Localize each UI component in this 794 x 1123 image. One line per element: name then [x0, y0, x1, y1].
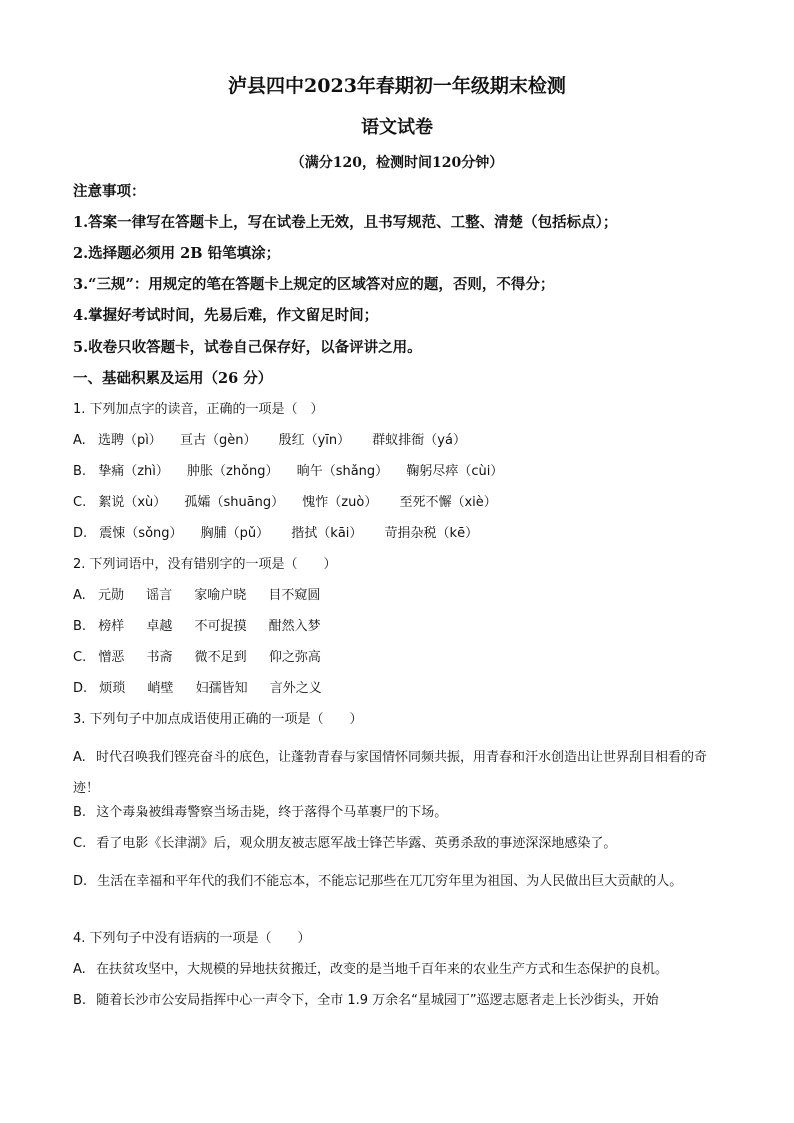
option-word: 选聘（pì）	[97, 433, 162, 448]
question-stem: 3. 下列句子中加点成语使用正确的一项是（ ）	[73, 712, 363, 727]
option-word: 震悚（sǒng）	[99, 526, 183, 541]
option-letter: C.	[73, 495, 87, 510]
option-text: 随着长沙市公安局指挥中心一声令下，全市 1.9 万余名“星城园丁”巡逻志愿者走上长沙街头，开始	[96, 993, 659, 1008]
question-stem: 1. 下列加点字的读音，正确的一项是（ ）	[73, 402, 324, 417]
option-row	[73, 494, 497, 512]
option-word: 至死不懈（xiè）	[399, 495, 497, 510]
option-row	[73, 587, 320, 605]
option-word: 妇孺皆知	[195, 681, 248, 696]
option-letter: A.	[73, 588, 86, 603]
notice-item: 5.收卷只收答题卡，试卷自己保存好，以备评讲之用。	[73, 339, 422, 356]
notice-item: 3.“三规”：用规定的笔在答题卡上规定的区域答对应的题，否则，不得分；	[73, 276, 555, 293]
option-word: 群蚁排衙（yá）	[372, 433, 466, 448]
option-row	[73, 649, 321, 667]
option-word: 酣然入梦	[268, 619, 321, 634]
exam-meta: （满分120，检测时间120分钟）	[290, 155, 504, 171]
option-word: 殷红（yīn）	[278, 433, 351, 448]
option-word: 书斋	[146, 650, 173, 665]
question-stem: 4. 下列句子中没有语病的一项是（ ）	[73, 931, 311, 946]
option-row	[73, 525, 478, 543]
notice-item: 4.掌握好考试时间，先易后难，作文留足时间；	[73, 307, 379, 324]
option-row	[73, 463, 503, 481]
option-word: 揩拭（kāi）	[291, 526, 363, 541]
notice-heading: 注意事项：	[73, 183, 146, 200]
option-word: 家喻户晓	[194, 588, 247, 603]
option-letter: B.	[73, 619, 87, 634]
option-word: 目不窥圆	[268, 588, 321, 603]
option-letter: A.	[73, 750, 86, 765]
option-letter: D.	[73, 526, 88, 541]
option-word: 峭壁	[147, 681, 174, 696]
option-word: 不可捉摸	[194, 619, 247, 634]
option-word: 元勋	[97, 588, 124, 603]
option-text: 时代召唤我们铿亮奋斗的底色，让蓬勃青春与家国情怀同频共振，用青春和汗水创造出让世界刮目相看的奇迹！	[73, 750, 707, 796]
option-row	[73, 432, 466, 450]
option-row	[73, 835, 616, 853]
option-word: 憎恶	[98, 650, 125, 665]
option-word: 烦琐	[99, 681, 126, 696]
option-word: 絮说（xù）	[98, 495, 167, 510]
option-letter: B.	[73, 464, 87, 479]
option-word: 苛捐杂税（kē）	[384, 526, 479, 541]
option-letter: B.	[73, 993, 87, 1008]
option-letter: A.	[73, 962, 86, 977]
option-letter: C.	[73, 836, 87, 851]
exam-title: 泸县四中2023年春期初一年级期末检测	[228, 75, 566, 97]
section-heading: 一、基础积累及运用（26 分）	[73, 370, 273, 387]
option-word: 谣言	[146, 588, 173, 603]
option-row	[73, 680, 322, 698]
option-word: 卓越	[146, 619, 173, 634]
option-text: 看了电影《长津湖》后，观众朋友被志愿军战士锋芒毕露、英勇杀敌的事迹深深地感染了。	[96, 836, 617, 851]
option-letter: B.	[73, 805, 87, 820]
option-letter: D.	[73, 681, 88, 696]
option-word: 亘古（gèn）	[179, 433, 257, 448]
option-row	[73, 742, 713, 804]
option-word: 榜样	[98, 619, 125, 634]
option-word: 鞠躬尽瘁（cùi）	[406, 464, 504, 479]
option-row	[73, 961, 668, 979]
option-word: 言外之义	[269, 681, 322, 696]
subject-title: 语文试卷	[361, 117, 433, 138]
option-row	[73, 804, 447, 822]
option-word: 胸脯（pǔ）	[200, 526, 270, 541]
notice-item: 2.选择题必须用 2B 铅笔填涂；	[73, 245, 281, 262]
option-row	[73, 992, 659, 1010]
question-stem: 2. 下列词语中，没有错别字的一项是（ ）	[73, 557, 337, 572]
option-word: 微不足到	[194, 650, 247, 665]
option-letter: D.	[73, 874, 88, 889]
option-word: 挚痛（zhì）	[98, 464, 169, 479]
option-letter: C.	[73, 650, 87, 665]
option-word: 仰之弥高	[268, 650, 321, 665]
option-word: 愧怍（zuò）	[302, 495, 378, 510]
option-text: 在扶贫攻坚中，大规模的异地扶贫搬迁，改变的是当地千百年来的农业生产方式和生态保护的良机。	[95, 962, 668, 977]
option-word: 晌午（shǎng）	[296, 464, 389, 479]
option-word: 孤孀（shuāng）	[184, 495, 285, 510]
option-text: 生活在幸福和平年代的我们不能忘本，不能忘记那些在兀兀穷年里为祖国、为人民做出巨大贡献的人。	[97, 874, 683, 889]
option-row	[73, 618, 321, 636]
notice-item: 1.答案一律写在答题卡上，写在试卷上无效，且书写规范、工整、清楚（包括标点）；	[73, 214, 618, 231]
option-word: 肿胀（zhǒng）	[187, 464, 279, 479]
option-row	[73, 866, 713, 897]
option-letter: A.	[73, 433, 86, 448]
option-text: 这个毒枭被缉毒警察当场击毙，终于落得个马革裹尸的下场。	[96, 805, 448, 820]
